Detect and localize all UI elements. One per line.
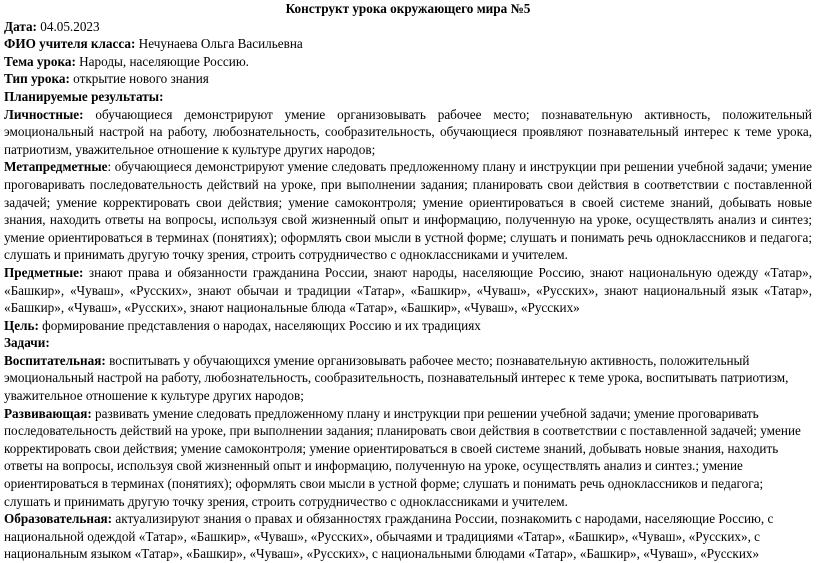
edu-label: Воспитательная: [4, 352, 106, 368]
goal-label: Цель: [4, 317, 39, 333]
meta-text: : обучающиеся демонстрируют умение следовать предложенному плану и инструкции при решении учебной задачи; умение проговаривать последовательность действий на уроке, при выполнении задания; планировать свои действия в соответствии с поставленной задачей; умение корректировать свои действия; умение самоконтроля; умение ориентироваться в своей системе знаний, добывать новые знания, находить ответы на вопросы, используя свой жизненный опыт и информацию, полученную на уроке, осуществлять анализ и синтез; умение ориентироваться в терминах (понятиях); оформлять свои мысли в устной форме; слушать и понимать речь одноклассников и педагога; слушать и принимать другую точку зрения, строить сотрудничество с одноклассниками и учителем. [4, 159, 812, 263]
personal-label: Личностные: [4, 106, 84, 122]
teacher-label: ФИО учителя класса: [4, 36, 136, 52]
personal-results [4, 106, 812, 159]
educ-task [4, 510, 812, 563]
teacher-value: Нечунаева Ольга Васильевна [135, 36, 303, 52]
goal-text: формирование представления о народах, населяющих Россию и их традициях [38, 317, 481, 333]
goal-line [4, 317, 812, 335]
personal-text: обучающиеся демонстрируют умение организовывать рабочее место; познавательную активность, положительный эмоциональный настрой на работу, любознательность, сообразительность, обучающиеся проявляют познавательный интерес к теме урока, патриотизм, уважительное отношение к культуре других народов; [4, 106, 812, 157]
meta-label: Метапредметные [4, 159, 108, 175]
type-value: открытие нового знания [69, 71, 209, 87]
date-value: 04.05.2023 [36, 18, 100, 34]
meta-results [4, 158, 812, 264]
topic-label: Тема урока: [4, 53, 76, 69]
type-line [4, 70, 812, 88]
date-label: Дата: [4, 18, 37, 34]
edu-task [4, 352, 812, 405]
dev-text: развивать умение следовать предложенному плану и инструкции при решении учебной задачи; умение проговаривать последовательность действий на уроке, при выполнении задания; планировать свои действия в соответствии с поставленной задачей; умение корректировать свои действия; умение самоконтроля; умение ориентироваться в своей системе знаний, добывать новые знания, находить ответы на вопросы, используя свой жизненный опыт и информацию, полученную на уроке, осуществлять анализ и синтез.; умение ориентироваться в терминах (понятиях); оформлять свои мысли в устной форме; слушать и понимать речь одноклассников и педагога; слушать и принимать другую точку зрения, строить сотрудничество с одноклассниками и учителем. [4, 405, 801, 509]
subject-label: Предметные: [4, 264, 84, 280]
document-title: Конструкт урока окружающего мира №5 [285, 1, 531, 16]
tasks-heading: Задачи: [4, 335, 50, 351]
topic-line [4, 53, 812, 71]
educ-label: Образовательная: [4, 511, 113, 527]
subject-results [4, 264, 812, 317]
topic-value: Народы, населяющие Россию. [75, 53, 249, 69]
results-heading: Планируемые результаты: [4, 88, 164, 104]
type-label: Тип урока: [4, 71, 70, 87]
dev-task [4, 405, 812, 511]
subject-text: знают права и обязанности гражданина России, знают народы, населяющие Россию, знают национальную одежду «Татар», «Башкир», «Чуваш», «Русских», знают обычаи и традиции «Татар», «Башкир», «Чуваш», «Русских», знают национальный язык «Татар», «Башкир», «Чуваш», «Русских», знают национальные блюда «Татар», «Башкир», «Чуваш», «Русских» [4, 264, 812, 316]
edu-text: воспитывать у обучающихся умение организовывать рабочее место; познавательную активность, положительный эмоциональный настрой на работу, любознательность, сообразительность, познавательный интерес к теме урока, воспитывать патриотизм, уважительное отношение к культуре других народов; [4, 352, 789, 404]
teacher-line [4, 35, 812, 53]
educ-text: актуализируют знания о правах и обязанностях гражданина России, познакомить с народами, населяющие Россию, с национальной одеждой «Татар», «Башкир», «Чуваш», «Русских», обычаями и традициями «Татар», «Башкир», «Чуваш», «Русских», с национальным языком «Татар», «Башкир», «Чуваш», «Русских», с национальными блюдами «Татар», «Башкир», «Чуваш», «Русских» [4, 511, 774, 562]
dev-label: Развивающая: [4, 405, 92, 421]
date-line [4, 18, 812, 36]
